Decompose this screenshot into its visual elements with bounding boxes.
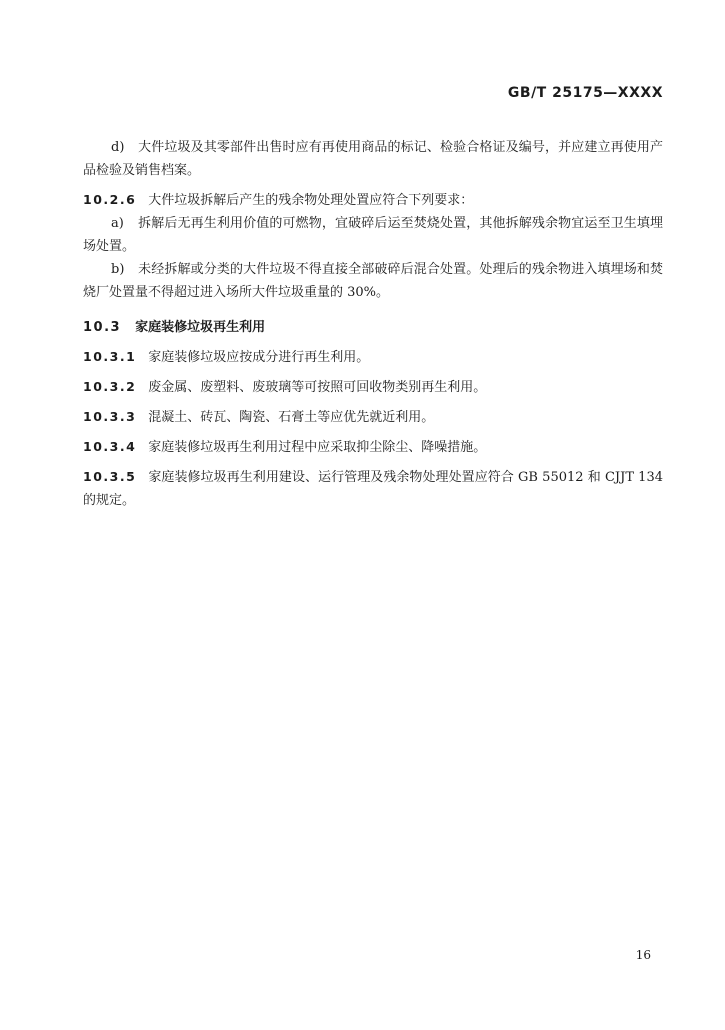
clause-10-3-5-text: 家庭装修垃圾再生利用建设、运行管理及残余物处理处置应符合 GB 55012 和 CJJT 134 的规定。 [83,470,663,508]
clause-10-3-5 [83,465,663,512]
section-heading-10-3-number: 10.3 [83,320,122,335]
standard-number-header: GB/T 25175—XXXX [507,85,663,101]
clause-10-3-2-text: 废金属、废塑料、废玻璃等可按照可回收物类别再生利用。 [148,380,487,395]
list-item-d [83,136,663,182]
clause-10-3-2-number: 10.3.2 [83,379,137,394]
clause-10-3-4-number: 10.3.4 [83,439,137,454]
clause-10-3-4 [83,435,663,459]
page-number: 16 [635,948,651,962]
list-item-d-text: 大件垃圾及其零部件出售时应有再使用商品的标记、检验合格证及编号，并应建立再使用产品检验及销售档案。 [83,140,663,178]
clause-10-3-1-text: 家庭装修垃圾应按成分进行再生利用。 [148,350,370,365]
list-item-a [83,212,663,258]
list-item-d-label: d) [111,140,125,155]
clause-10-3-3-number: 10.3.3 [83,409,137,424]
clause-10-3-3-text: 混凝土、砖瓦、陶瓷、石膏土等应优先就近利用。 [148,410,435,425]
list-item-b-label: b) [111,262,125,277]
clause-10-3-3 [83,405,663,429]
clause-10-2-6-text: 大件垃圾拆解后产生的残余物处理处置应符合下列要求： [148,193,474,208]
section-heading-10-3-text: 家庭装修垃圾再生利用 [135,320,266,335]
list-item-b [83,258,663,304]
list-item-a-text: 拆解后无再生利用价值的可燃物，宜破碎后运至焚烧处置，其他拆解残余物宜运至卫生填埋场处置。 [83,216,663,254]
clause-10-2-6-number: 10.2.6 [83,192,137,207]
clause-10-3-1 [83,345,663,369]
document-body [83,136,663,518]
section-heading-10-3 [83,316,663,339]
clause-10-3-5-number: 10.3.5 [83,469,137,484]
clause-10-3-4-text: 家庭装修垃圾再生利用过程中应采取抑尘除尘、降噪措施。 [148,440,487,455]
clause-10-3-1-number: 10.3.1 [83,349,137,364]
clause-10-3-2 [83,375,663,399]
list-item-b-text: 未经拆解或分类的大件垃圾不得直接全部破碎后混合处置。处理后的残余物进入填埋场和焚烧厂处置量不得超过进入场所大件垃圾重量的 30%。 [83,262,663,300]
list-item-a-label: a) [111,216,124,231]
clause-10-2-6 [83,188,663,212]
